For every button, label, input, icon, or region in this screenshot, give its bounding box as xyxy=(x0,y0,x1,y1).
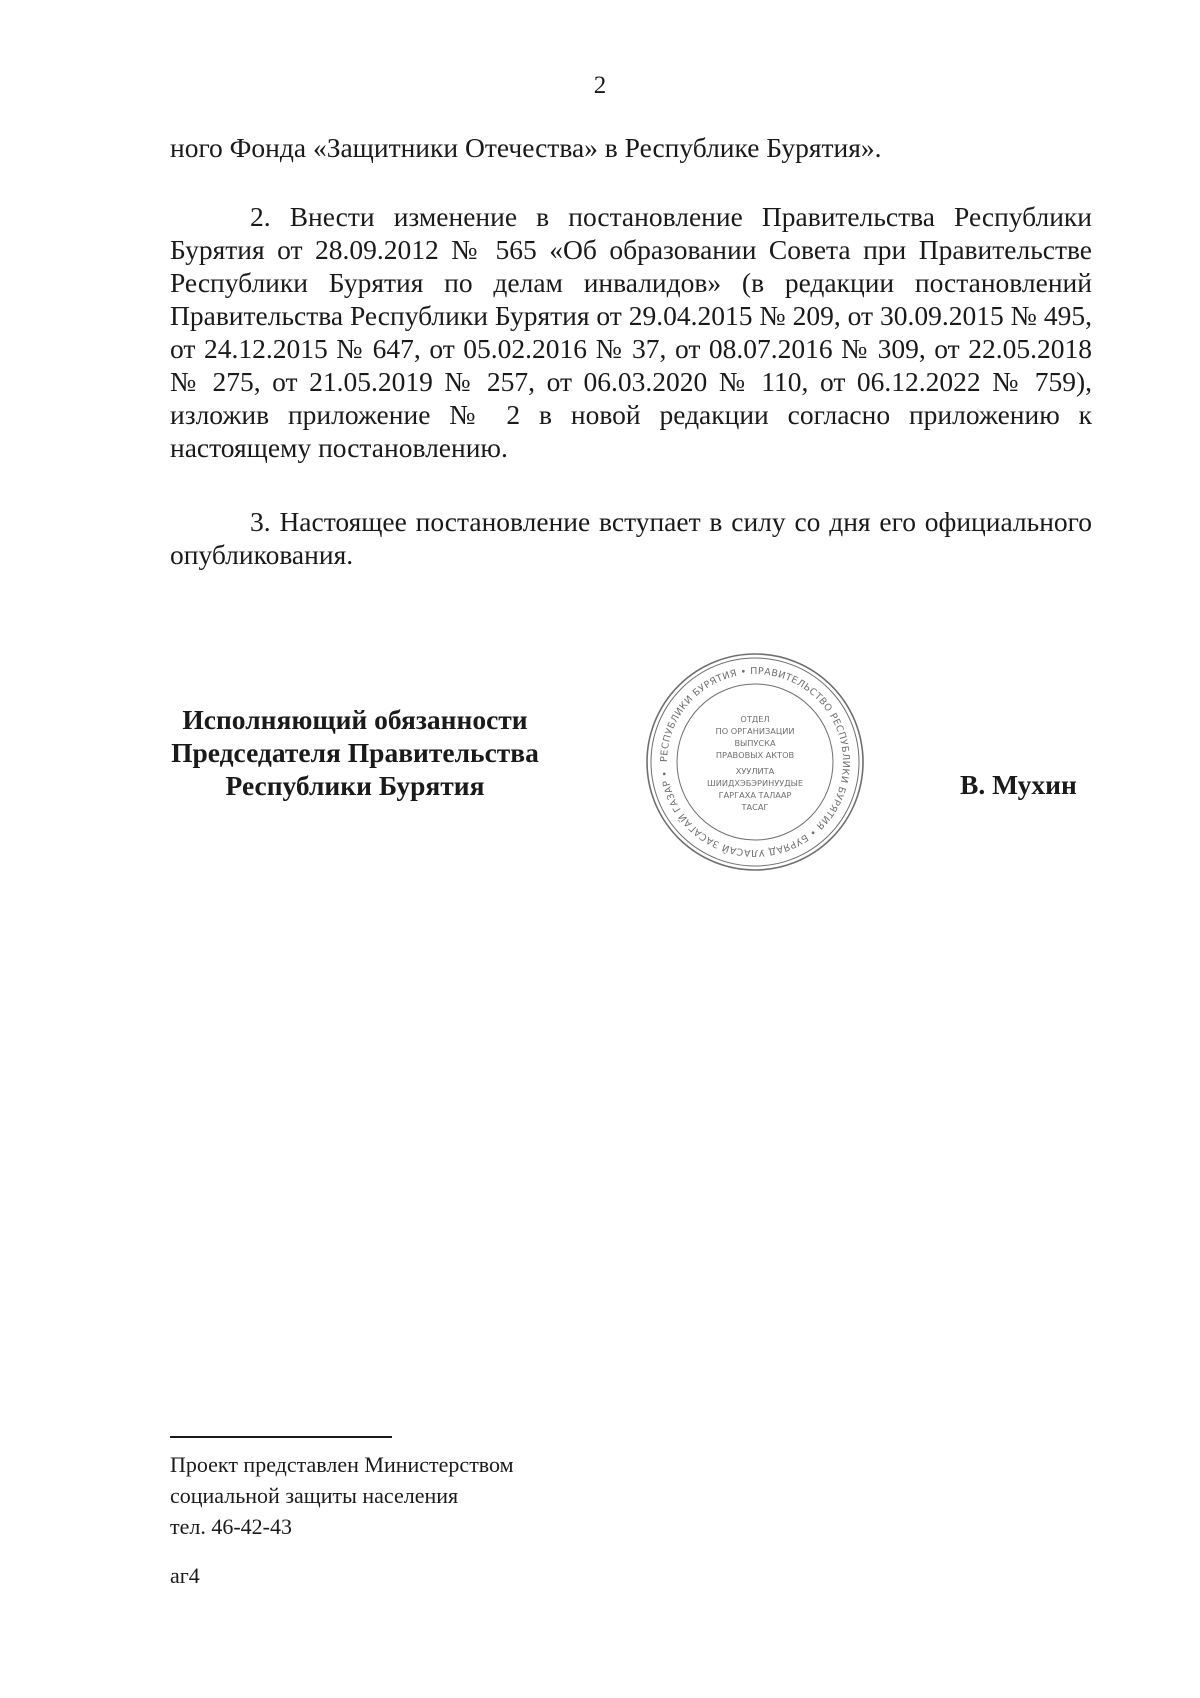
paragraph-continuation: ного Фонда «Защитники Отечества» в Республике Бурятия». xyxy=(170,132,882,163)
signatory-name: В. Мухин xyxy=(960,769,1077,800)
paragraph-item-2: 2. Внести изменение в постановление Правительства Республики Бурятия от 28.09.2012 № 565 «Об образовании Совета при Правительстве Республики Бурятия по делам инвалидов» (в редакции постановлений Правительства Республики Бурятия от 29.04.2015 № 209, от 30.09.2015 № 495, от 24.12.2015 № 647, от 05.02.2016 № 37, от 08.07.2016 № 309, от 22.05.2018 № 275, от 21.05.2019 № 257, от 06.03.2020 № 110, от 06.12.2022 № 759), изложив приложение № 2 в новой редакции согласно приложению к настоящему постановлению. xyxy=(170,201,1092,463)
seal-text-line: ПРАВОВЫХ АКТОВ xyxy=(715,750,795,760)
paragraph-item-3: 3. Настоящее постановление вступает в силу со дня его официального опубликования. xyxy=(170,506,1092,570)
document-code: аг4 xyxy=(170,1563,200,1588)
seal-text-line: ВЫПУСКА xyxy=(734,738,776,748)
footnote-divider xyxy=(170,1436,392,1438)
signatory-title-line: Республики Бурятия xyxy=(225,770,485,801)
seal-text-line: ГАРГАХА ТАЛААР xyxy=(718,790,792,800)
footnote-line: тел. 46-42-43 xyxy=(170,1514,293,1539)
signatory-title-line: Председателя Правительства xyxy=(171,737,539,768)
footnote xyxy=(170,1449,514,1542)
official-seal xyxy=(643,650,867,874)
signatory-title-line: Исполняющий обязанности xyxy=(182,704,528,735)
seal-text-line: ТАСАГ xyxy=(741,802,769,812)
svg-text:РЕСПУБЛИКИ БУРЯТИЯ • ПРАВИТЕЛЬ xyxy=(659,666,851,858)
seal-text-line: ПО ОРГАНИЗАЦИИ xyxy=(715,726,795,736)
seal-text-line: ХУУЛИТА xyxy=(735,766,775,776)
seal-text-line: ОТДЕЛ xyxy=(740,714,770,724)
signatory-title xyxy=(140,703,570,802)
seal-ring-text: РЕСПУБЛИКИ БУРЯТИЯ • ПРАВИТЕЛЬСТВО РЕСПУБЛИКИ БУРЯТИЯ • БУРЯАД УЛАСАЙ ЗАСАГАЙ ГАЗАР • xyxy=(658,665,852,859)
footnote-line: социальной защиты населения xyxy=(170,1483,459,1508)
footnote-line: Проект представлен Министерством xyxy=(170,1452,514,1477)
seal-text-line: ШИИДХЭБЭРИНУУДЫЕ xyxy=(706,778,804,788)
page-number: 2 xyxy=(593,72,607,99)
